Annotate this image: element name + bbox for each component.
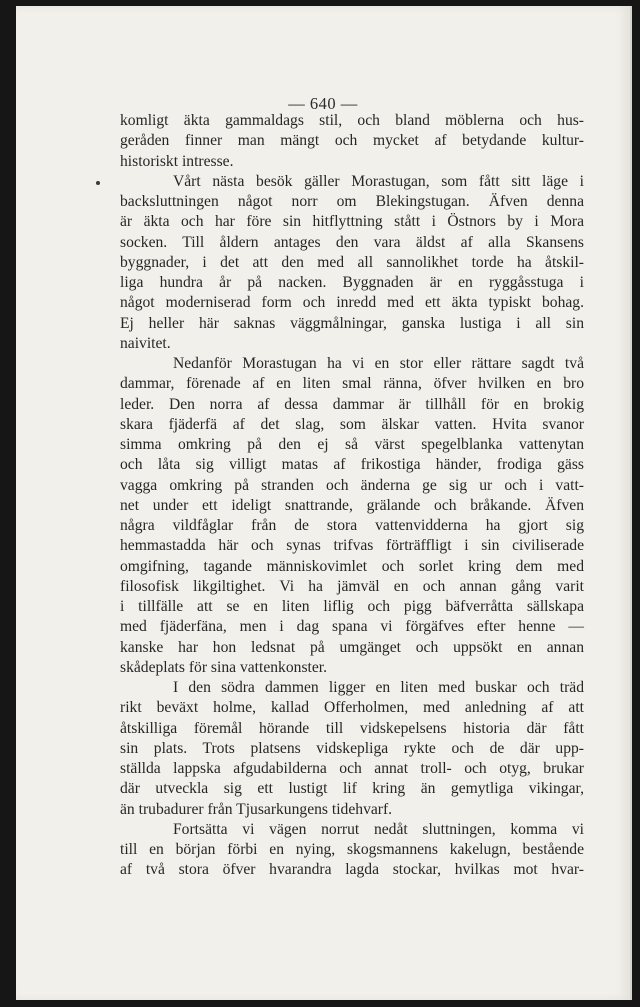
text-line: komligt äkta gammaldags stil, och bland möblerna och hus- xyxy=(120,112,584,129)
text-line: dammar, förenade af en liten smal ränna, öfver hvilken en bro xyxy=(120,375,584,393)
ink-speck xyxy=(96,181,100,185)
text-line: geråden finner man mängt och mycket af betydande kultur- xyxy=(120,132,584,150)
text-line: omgifning, tagande människovimlet och sorlet kring dem med xyxy=(120,557,584,575)
text-line: ställda lappska afgudabilderna och annat troll- och otyg, brukar xyxy=(120,760,584,777)
text-line: till en början förbi en nying, skogsmannens kakelugn, bestående xyxy=(120,841,584,858)
text-line: och låta sig villigt matas af frikostiga händer, frodiga gäss xyxy=(120,456,584,474)
page-number: — 640 — xyxy=(288,94,358,113)
text-line: simma omkring på den ej så värst spegelblanka vattenytan xyxy=(120,436,584,453)
text-line: med fjäderfäna, men i dag spana vi förgäfves efter henne — xyxy=(120,618,584,636)
text-line: filosofisk likgiltighet. Vi ha jämväl en och annan gång varit xyxy=(120,577,584,595)
text-line: skara fjäderfä af det slag, som älskar vatten. Hvita svanor xyxy=(120,415,584,433)
text-line: leder. Den norra af dessa dammar är tillhåll för en brokig xyxy=(120,395,584,413)
text-line: än trubadurer från Tjusarkungens tidehvarf. xyxy=(120,800,393,818)
text-line: Nedanför Morastugan ha vi en stor eller rättare sagdt två xyxy=(173,355,584,372)
text-line: sin plats. Trots platsens vidskepliga rykte och de där upp- xyxy=(120,739,584,757)
text-line: naivitet. xyxy=(120,334,171,352)
text-line: af två stora öfver hvarandra lagda stockar, hvilkas mot hvar- xyxy=(120,861,584,879)
body-text xyxy=(120,111,584,881)
text-line: åtskilliga föremål hörande till vidskepelsens historia där fått xyxy=(120,719,584,737)
text-line: byggnader, i det att den med all sannolikhet torde ha åtskil- xyxy=(120,253,584,271)
text-line: hemmastadda här och synas trifvas förträffligt i sin civiliserade xyxy=(120,537,584,555)
text-line: historiskt intresse. xyxy=(120,152,234,170)
text-line: Vårt nästa besök gäller Morastugan, som fått sitt läge i xyxy=(173,172,584,190)
text-line: backsluttningen något norr om Blekingstugan. Äfven denna xyxy=(120,193,584,210)
text-line: liga hundra år på nacken. Byggnaden är en ryggåsstuga i xyxy=(120,274,584,291)
text-line: i tillfälle att se en liten liflig och pigg bäfverråtta sällskapa xyxy=(120,598,584,615)
text-line: kanske har hon ledsnat på umgänget och uppsökt en annan xyxy=(120,638,584,656)
text-line: vagga omkring på stranden och änderna ge sig ur och i vatt- xyxy=(120,476,584,494)
text-line: rikt beväxt holme, kallad Offerholmen, med anledning af att xyxy=(120,699,584,717)
text-line: där utveckla sig ett lustigt lif kring än gemytliga vikingar, xyxy=(120,780,584,798)
text-line: I den södra dammen ligger en liten med buskar och träd xyxy=(173,679,584,696)
text-line: skådeplats för sina vattenkonster. xyxy=(120,658,327,676)
text-line: socken. Till åldern antages den vara äldst af alla Skansens xyxy=(120,233,584,251)
text-line: är äkta och har före sin hitflyttning stått i Östnors by i Mora xyxy=(120,213,584,231)
text-line: något moderniserad form och inredd med ett äkta typiskt bohag. xyxy=(120,294,584,312)
text-line: Ej heller här saknas väggmålningar, ganska lustiga i all sin xyxy=(120,314,584,332)
text-line: net under ett ideligt snattrande, grälande och bråkande. Äfven xyxy=(120,496,584,514)
text-line: Fortsätta vi vägen norrut nedåt sluttningen, komma vi xyxy=(173,820,584,838)
text-line: några vildfåglar från de stora vattenvidderna ha gjort sig xyxy=(120,517,584,534)
